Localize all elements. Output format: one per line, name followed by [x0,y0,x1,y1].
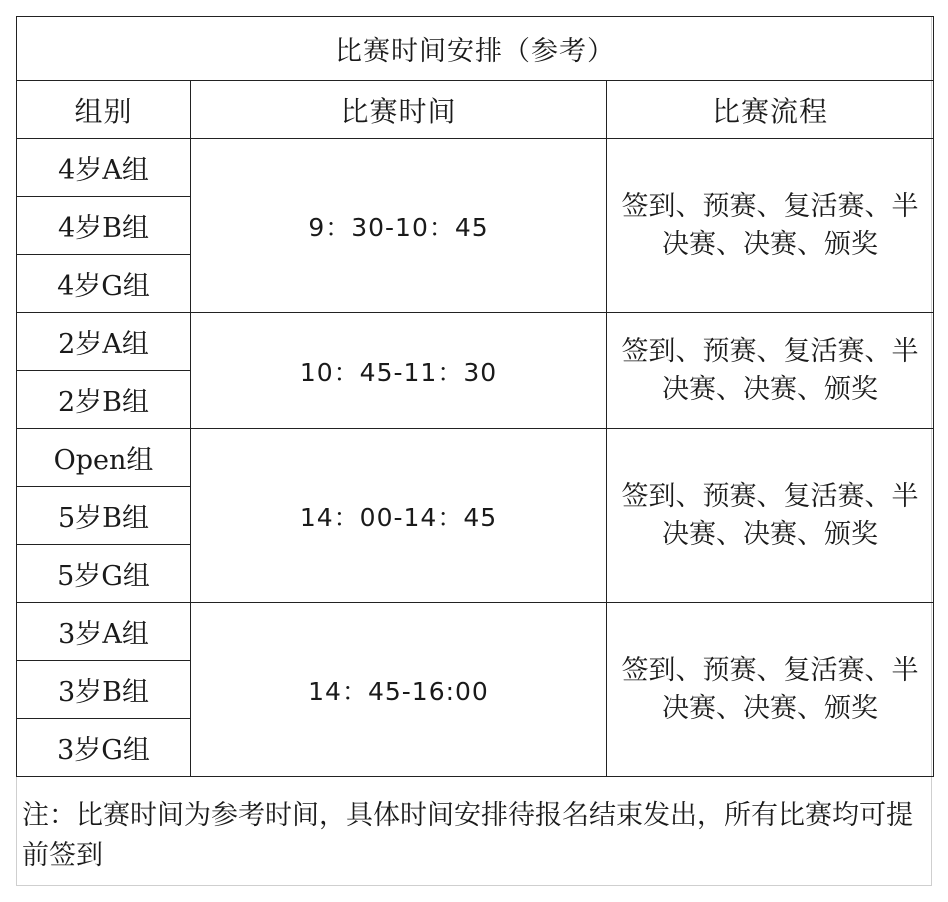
group-cell: 4岁B组 [17,197,191,255]
group-cell: Open组 [17,429,191,487]
group-cell: 3岁G组 [17,719,191,777]
time-cell: 14：00-14：45 [191,429,607,603]
header-flow: 比赛流程 [607,81,934,139]
group-cell: 3岁A组 [17,603,191,661]
time-cell: 14：45-16:00 [191,603,607,777]
flow-cell: 签到、预赛、复活赛、半决赛、决赛、颁奖 [607,429,934,603]
table-row [17,139,934,197]
group-cell: 4岁G组 [17,255,191,313]
group-cell: 5岁B组 [17,487,191,545]
group-cell: 2岁A组 [17,313,191,371]
table-row [17,313,934,371]
group-cell: 4岁A组 [17,139,191,197]
table-title: 比赛时间安排（参考） [17,17,934,81]
header-row [17,81,934,139]
schedule-table [16,16,934,777]
title-row [17,17,934,81]
flow-cell: 签到、预赛、复活赛、半决赛、决赛、颁奖 [607,603,934,777]
header-group: 组别 [17,81,191,139]
table-row [17,603,934,661]
group-cell: 5岁G组 [17,545,191,603]
schedule-note: 注：比赛时间为参考时间，具体时间安排待报名结束发出，所有比赛均可提前签到 [22,800,913,871]
group-cell: 3岁B组 [17,661,191,719]
flow-cell: 签到、预赛、复活赛、半决赛、决赛、颁奖 [607,313,934,429]
group-cell: 2岁B组 [17,371,191,429]
time-cell: 10：45-11：30 [191,313,607,429]
flow-cell: 签到、预赛、复活赛、半决赛、决赛、颁奖 [607,139,934,313]
header-time: 比赛时间 [191,81,607,139]
table-row [17,429,934,487]
time-cell: 9：30-10：45 [191,139,607,313]
